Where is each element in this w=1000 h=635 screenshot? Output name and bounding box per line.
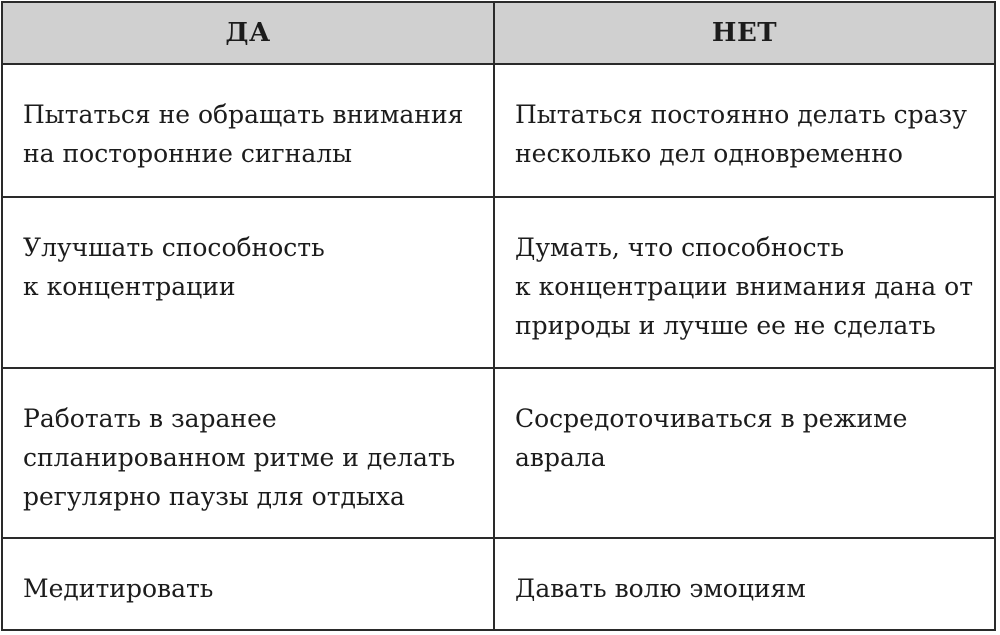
table-cell-no-3: Сосредоточиваться в режиме аврала xyxy=(495,369,994,539)
header-yes: ДА xyxy=(3,3,495,65)
table-cell-yes-1: Пытаться не обращать внимания на посторонние сигналы xyxy=(3,65,495,198)
table-cell-yes-4: Медитировать xyxy=(3,539,495,629)
table-cell-no-1: Пытаться постоянно делать сразу несколько дел одновременно xyxy=(495,65,994,198)
table-cell-yes-3: Работать в заранее спланированном ритме и делать регулярно паузы для отдыха xyxy=(3,369,495,539)
table-cell-no-2: Думать, что способность к концентрации внимания дана от природы и лучше ее не сделать xyxy=(495,198,994,369)
comparison-table xyxy=(1,1,996,631)
table-cell-yes-2: Улучшать способность к концентрации xyxy=(3,198,495,369)
table-cell-no-4: Давать волю эмоциям xyxy=(515,574,806,603)
header-no: НЕТ xyxy=(495,3,994,65)
